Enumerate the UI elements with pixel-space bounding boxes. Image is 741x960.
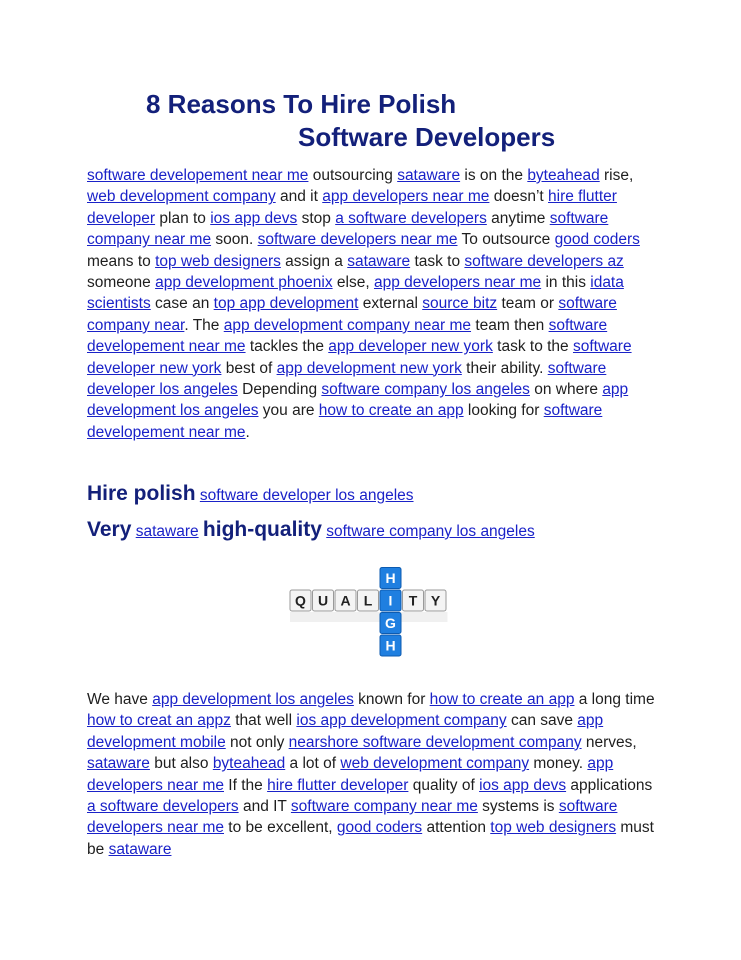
inline-link[interactable]: app developers near me [373,274,542,292]
heading-very-high-quality [87,518,687,544]
paragraph-text: best of [221,359,277,377]
paragraph-text: quality of [408,776,480,794]
inline-link[interactable]: good coders [554,231,640,249]
tile-letter: I [388,592,393,609]
paragraph-text: you are [258,402,319,420]
tile-letter: T [408,592,418,609]
paragraph-text: task to the [492,338,573,356]
paragraph-text: a lot of [285,755,341,773]
inline-link[interactable]: software company near me [87,209,609,249]
inline-link[interactable]: app development company near me [223,316,472,334]
letter-tile [358,590,379,611]
paragraph-text: looking for [463,402,544,420]
letter-tile [403,590,424,611]
paragraph-text: Depending [237,381,322,399]
inline-link[interactable]: how to create an app [318,402,464,420]
inline-link[interactable]: software developement near me [87,316,608,356]
paragraph-text: . The [184,316,224,334]
inline-link[interactable]: software developers near me [257,231,458,249]
letter-tile [425,590,446,611]
paragraph-text: nerves, [581,733,637,751]
paragraph-text: assign a [280,252,348,270]
inline-link[interactable]: app developers near me [322,188,490,206]
paragraph-text: and it [275,188,323,206]
inline-link[interactable]: sataware [108,840,172,858]
tile-letter: Q [295,592,306,609]
inline-link[interactable]: software developer new york [87,338,632,377]
intro-paragraph [87,165,655,443]
inline-link[interactable]: app development los angeles [152,691,354,708]
paragraph-text: case an [150,295,214,313]
title-line-1: 8 Reasons To Hire Polish [146,89,457,119]
paragraph-text: is on the [460,167,528,184]
inline-link[interactable]: how to creat an appz [87,712,231,730]
tile-letter: A [340,592,351,609]
inline-link[interactable]: software developer los angeles [87,359,607,399]
quality-crossword-image [288,566,454,666]
inline-link[interactable]: sataware [87,755,150,773]
heading-hire-polish [87,482,687,508]
heading-link[interactable]: software developer los angeles [199,487,414,504]
second-paragraph [87,689,655,860]
tile-letter: H [385,637,396,654]
inline-link[interactable]: software company los angeles [321,381,530,399]
paragraph-text: but also [149,755,213,773]
paragraph-text: and IT [238,798,291,816]
inline-link[interactable]: sataware [347,252,411,270]
paragraph-text: If the [224,776,268,794]
paragraph-text: attention [422,819,491,837]
letter-tile [380,635,401,656]
inline-link[interactable]: software company near me [290,798,478,816]
inline-link[interactable]: how to create an app [429,691,575,708]
paragraph-text: stop [297,209,336,227]
inline-link[interactable]: ios app development company [296,712,507,730]
paragraph-text: external [358,295,423,313]
inline-link[interactable]: nearshore software development company [288,733,582,751]
inline-link[interactable]: app developer new york [328,338,493,356]
paragraph-text: We have [87,691,153,708]
paragraph-text: anytime [486,209,550,227]
inline-link[interactable]: web development company [340,755,530,773]
paragraph-text: their ability. [461,359,548,377]
letter-tile [313,590,334,611]
paragraph-text: on where [529,381,603,399]
tile-letter: U [317,592,329,609]
heading-bold-text: Hire polish [87,482,196,505]
inline-link[interactable]: top web designers [490,819,617,837]
paragraph-text: not only [225,733,289,751]
tile-letter: G [385,615,396,631]
page-title [0,88,741,154]
inline-link[interactable]: software developers az [464,252,624,270]
inline-link[interactable]: a software developers [335,209,487,227]
inline-link[interactable]: top web designers [155,252,281,270]
inline-link[interactable]: ios app devs [210,209,298,227]
inline-link[interactable]: sataware [397,167,461,184]
inline-link[interactable]: byteahead [527,167,600,184]
paragraph-text: money. [529,755,588,773]
paragraph-text: that well [230,712,297,730]
paragraph-text: doesn’t [489,188,549,206]
paragraph-text: to be excellent, [224,819,337,837]
tile-letter: Y [430,592,441,609]
heading-link[interactable]: software company los angeles [326,523,535,540]
heading-bold-text: Very [87,518,132,541]
tile-letter: L [363,592,373,609]
paragraph-text: team then [471,316,549,334]
paragraph-text: someone [87,274,156,292]
paragraph-text: tackles the [245,338,329,356]
paragraph-text: applications [566,776,653,794]
paragraph-text: a long time [574,691,655,708]
paragraph-text: in this [541,274,591,292]
inline-link[interactable]: hire flutter developer [87,188,617,227]
letter-tile [290,590,311,611]
quality-crossword-icon [288,566,454,666]
paragraph-text: means to [87,252,156,270]
inline-link[interactable]: software developement near me [87,167,309,184]
letter-tile [335,590,356,611]
paragraph-text: soon. [211,231,258,249]
paragraph-text: outsourcing [308,167,398,184]
tile-letter: H [385,570,396,586]
tile-reflection [290,612,448,622]
inline-link[interactable]: ios app devs [479,776,567,794]
inline-link[interactable]: app development new york [276,359,462,377]
letter-tile [380,568,401,589]
heading-link[interactable]: sataware [135,523,199,540]
inline-link[interactable]: software developers near me [87,798,618,837]
inline-link[interactable]: byteahead [212,755,286,773]
inline-link[interactable]: web development company [87,188,276,206]
inline-link[interactable]: app developers near me [87,755,614,794]
inline-link[interactable]: app development phoenix [155,274,333,292]
paragraph-text: task to [410,252,465,270]
inline-link[interactable]: top app development [213,295,359,313]
inline-link[interactable]: app development los angeles [87,381,629,420]
paragraph-text: must be [87,819,654,858]
inline-link[interactable]: a software developers [87,798,239,816]
inline-link[interactable]: app development mobile [87,712,604,751]
inline-link[interactable]: idata scientists [87,274,624,313]
inline-link[interactable]: source bitz [422,295,498,313]
letter-tile [380,590,401,611]
paragraph-text: To outsource [457,231,555,249]
heading-bold-text: high-quality [202,518,322,541]
paragraph-text: . [245,423,250,441]
paragraph-text: team or [497,295,559,313]
paragraph-text: rise, [599,167,634,184]
inline-link[interactable]: software developement near me [87,402,603,441]
paragraph-text: systems is [477,798,559,816]
inline-link[interactable]: software company near [87,295,617,334]
letter-tile [380,613,401,634]
title-line-2: Software Developers [298,122,556,152]
inline-link[interactable]: good coders [336,819,423,837]
paragraph-text: known for [353,691,430,708]
inline-link[interactable]: hire flutter developer [267,776,409,794]
paragraph-text: plan to [155,209,211,227]
paragraph-text: else, [332,274,374,292]
paragraph-text: can save [506,712,578,730]
